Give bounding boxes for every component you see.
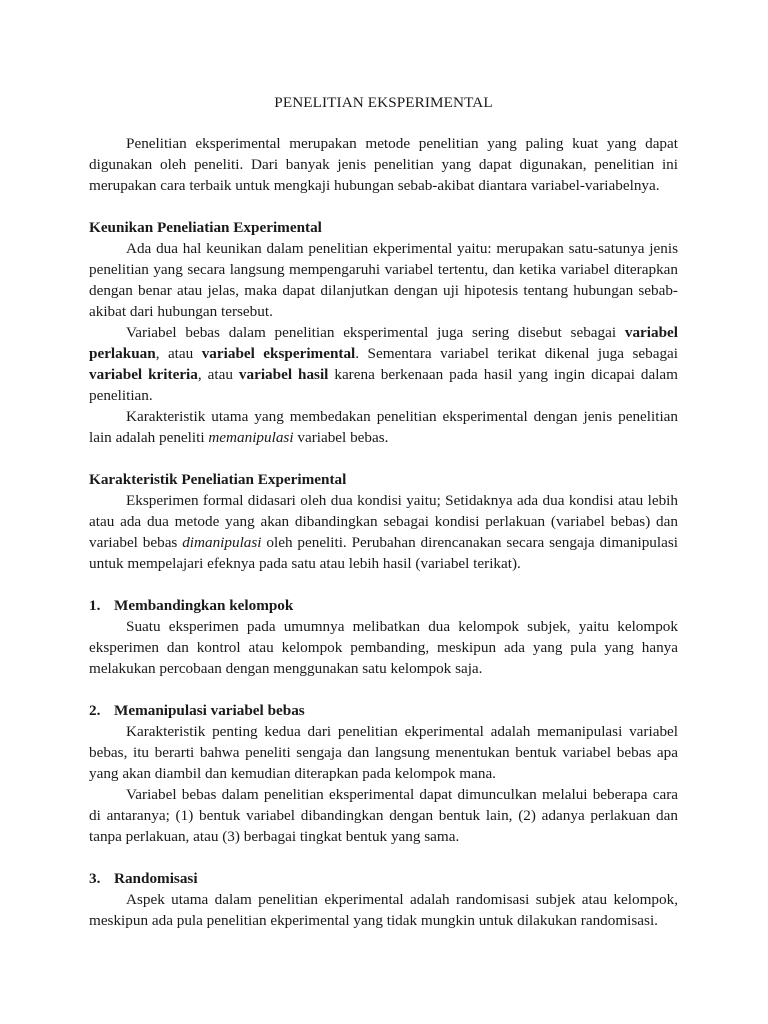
text-run: Variabel bebas dalam penelitian eksperimental juga sering disebut sebagai — [126, 324, 625, 341]
text-run: karena berkenaan pada hasil yang ingin dicapai dalam penelitian. — [89, 366, 678, 404]
italic-term-memanipulasi: memanipulasi — [208, 429, 294, 446]
karakteristik-paragraph-1 — [89, 490, 678, 574]
spacer — [89, 448, 678, 469]
document-body — [89, 92, 678, 931]
intro-paragraph: Penelitian eksperimental merupakan metode penelitian yang paling kuat yang dapat digunakan oleh peneliti. Dari banyak jenis penelitian yang dapat digunakan, penelitian ini merupakan cara terbaik untuk mengkaji hubungan sebab-akibat diantara variabel-variabelnya. — [89, 135, 678, 194]
text-run: , atau — [155, 345, 202, 362]
list-number: 2. — [89, 702, 101, 719]
text-run: . Sementara variabel terikat dikenal juga sebagai — [355, 345, 679, 362]
spacer — [89, 574, 678, 595]
section-heading-keunikan: Keunikan Peneliatian Experimental — [89, 219, 322, 236]
bold-term-variabel-kriteria: variabel kriteria — [89, 366, 198, 383]
text-run: , atau — [197, 366, 239, 383]
item1-paragraph-1: Suatu eksperimen pada umumnya melibatkan dua kelompok subjek, yaitu kelompok eksperimen dan kontrol atau kelompok pembanding, meskipun ada yang pula yang hanya melakukan percobaan dengan menggunakan satu kelompok saja. — [89, 618, 678, 677]
item2-paragraph-1: Karakteristik penting kedua dari penelitian ekperimental adalah memanipulasi variabel bebas, itu berarti bahwa peneliti sengaja dan langsung menentukan bentuk variabel bebas apa yang akan diambil dan kemudian diterapkan pada kelompok mana. — [89, 723, 678, 782]
item2-paragraph-2: Variabel bebas dalam penelitian eksperimental dapat dimunculkan melalui beberapa cara di antaranya; (1) bentuk variabel dibandingkan dengan bentuk lain, (2) adanya perlakuan dan tanpa perlakuan, atau (3) berbagai tingkat bentuk yang sama. — [89, 786, 678, 845]
numbered-heading-label: Randomisasi — [114, 870, 198, 887]
list-number: 1. — [89, 597, 101, 614]
text-run: Eksperimen formal didasari oleh dua kondisi yaitu; Setidaknya ada dua kondisi atau lebih atau ada dua metode yang akan dibandingkan sebagai kondisi perlakuan (variabel bebas) dan variabel bebas — [89, 492, 678, 551]
text-run: oleh peneliti. Perubahan direncanakan secara sengaja dimanipulasi untuk mempelajari efeknya pada satu atau lebih hasil (variabel terikat). — [89, 534, 678, 572]
list-number: 3. — [89, 870, 101, 887]
text-run: Karakteristik utama yang membedakan penelitian eksperimental dengan jenis penelitian lain adalah peneliti — [89, 408, 678, 446]
bold-term-variabel-eksperimental: variabel eksperimental — [201, 345, 356, 362]
text-run: variabel bebas. — [293, 429, 389, 446]
keunikan-paragraph-1: Ada dua hal keunikan dalam penelitian ekperimental yaitu: merupakan satu-satunya jenis penelitian yang secara langsung mempengaruhi variabel tertentu, dan ketika variabel diterapkan dengan benar atau jelas, maka dapat dilanjutkan dengan uji hipotesis tentang hubungan sebab-akibat dari hubungan tersebut. — [89, 240, 678, 320]
keunikan-paragraph-2 — [89, 322, 678, 406]
spacer — [89, 847, 678, 868]
document-title: PENELITIAN EKSPERIMENTAL — [274, 94, 493, 111]
numbered-heading-2 — [89, 700, 678, 721]
numbered-heading-1 — [89, 595, 678, 616]
item3-paragraph-1: Aspek utama dalam penelitian ekperimental adalah randomisasi subjek atau kelompok, meskipun ada pula penelitian ekperimental yang tidak mungkin untuk dilakukan randomisasi. — [89, 891, 678, 929]
italic-term-dimanipulasi: dimanipulasi — [182, 534, 262, 551]
numbered-heading-label: Membandingkan kelompok — [114, 597, 294, 614]
bold-term-variabel-hasil: variabel hasil — [238, 366, 329, 383]
spacer — [89, 679, 678, 700]
spacer — [89, 196, 678, 217]
section-heading-karakteristik: Karakteristik Peneliatian Experimental — [89, 471, 347, 488]
keunikan-paragraph-3 — [89, 406, 678, 448]
bold-term-variabel-perlakuan: variabel perlakuan — [89, 324, 678, 362]
numbered-heading-label: Memanipulasi variabel bebas — [114, 702, 305, 719]
numbered-heading-3 — [89, 868, 678, 889]
